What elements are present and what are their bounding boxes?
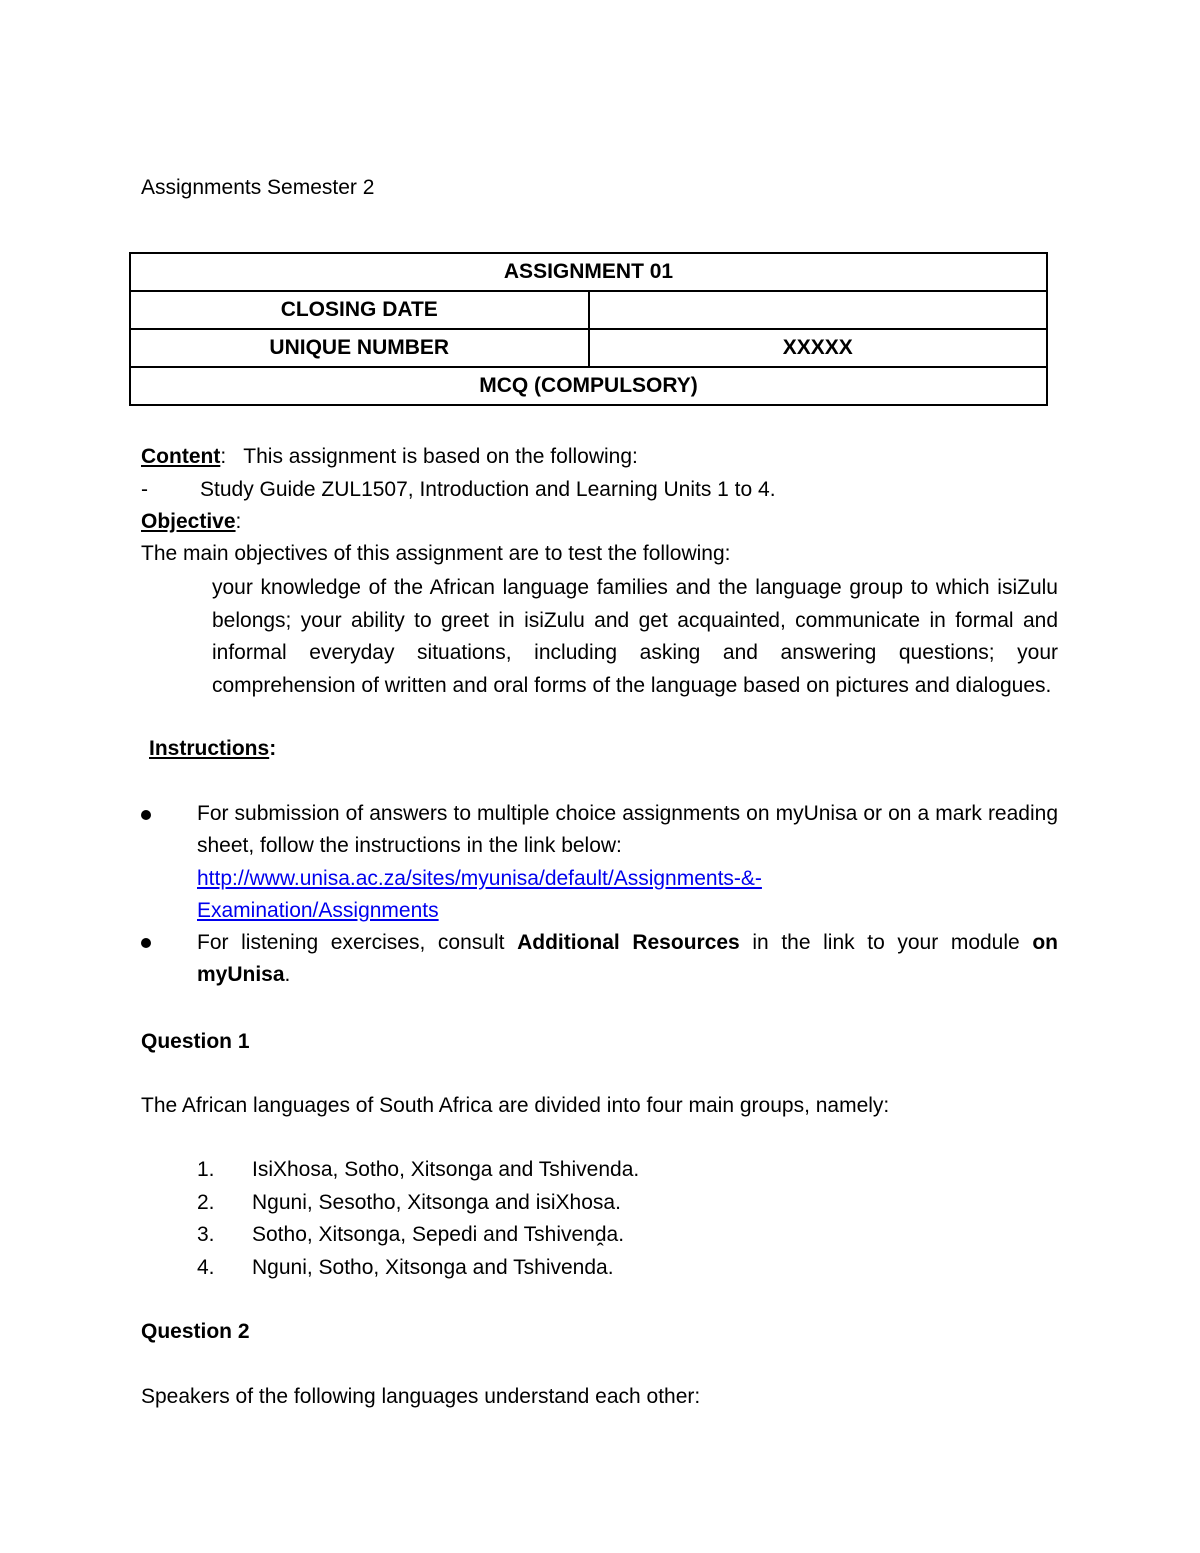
instruction-item-2	[197, 927, 1058, 992]
assignment-title-cell: ASSIGNMENT 01	[130, 253, 1047, 291]
assignment-type-cell: MCQ (COMPULSORY)	[130, 367, 1047, 405]
unique-number-label: UNIQUE NUMBER	[130, 329, 589, 367]
content-label: Content	[141, 445, 221, 468]
instructions-label: Instructions	[149, 737, 270, 760]
closing-date-value	[589, 291, 1048, 329]
question-1-title: Question 1	[141, 1030, 250, 1053]
instruction-2-bold2: on myUnisa	[197, 931, 1058, 987]
content-dash: -	[141, 478, 148, 501]
instruction-2-pre: For listening exercises, consult	[197, 931, 505, 954]
option-number: 1.	[197, 1158, 215, 1181]
question-1-stem: The African languages of South Africa are divided into four main groups, namely:	[141, 1094, 890, 1117]
bullet-icon	[141, 938, 151, 948]
page-heading: Assignments Semester 2	[141, 176, 375, 199]
instruction-item-1	[197, 798, 1058, 927]
link-line-2: Examination/Assignments	[197, 898, 439, 922]
option-number: 3.	[197, 1223, 215, 1246]
assignment-info-table	[129, 252, 1048, 406]
content-item: Study Guide ZUL1507, Introduction and Learning Units 1 to 4.	[200, 478, 776, 501]
content-text: This assignment is based on the following:	[243, 445, 638, 468]
content-line: Content: This assignment is based on the following:	[141, 445, 638, 468]
unique-number-value: XXXXX	[589, 329, 1048, 367]
objective-label: Objective	[141, 510, 236, 533]
myunisa-assignments-link[interactable]	[197, 867, 762, 922]
option-number: 2.	[197, 1191, 215, 1214]
question-2-title: Question 2	[141, 1320, 250, 1343]
instruction-2-end: .	[284, 963, 291, 987]
objective-intro: The main objectives of this assignment are to test the following:	[141, 542, 731, 565]
objective-body: your knowledge of the African language families and the language group to which isiZulu belongs; your ability to greet in isiZulu and get acquainted, communicate in formal and informal everyday situations, including asking and answering questions; your comprehension of written and oral forms of the language based on pictures and dialogues.	[212, 576, 1058, 697]
instruction-1-text: For submission of answers to multiple choice assignments on myUnisa or on a mark reading sheet, follow the instructions in the link below:	[197, 802, 1058, 858]
option-text: Nguni, Sotho, Xitsonga and Tshivenda.	[252, 1256, 614, 1279]
question-2-stem: Speakers of the following languages understand each other:	[141, 1385, 701, 1408]
option-text: IsiXhosa, Sotho, Xitsonga and Tshivenda.	[252, 1158, 640, 1181]
objective-heading: Objective:	[141, 510, 242, 533]
instruction-2-mid: in the link to your module	[752, 931, 1020, 954]
instructions-heading: Instructions:	[149, 737, 277, 760]
instruction-2-bold: Additional Resources	[517, 931, 740, 954]
link-line-1: http://www.unisa.ac.za/sites/myunisa/default/Assignments-&-	[197, 866, 762, 890]
option-text: Nguni, Sesotho, Xitsonga and isiXhosa.	[252, 1191, 621, 1214]
bullet-icon	[141, 810, 151, 820]
closing-date-label: CLOSING DATE	[130, 291, 589, 329]
option-number: 4.	[197, 1256, 215, 1279]
option-text: Sotho, Xitsonga, Sepedi and Tshivenḓa.	[252, 1223, 625, 1246]
